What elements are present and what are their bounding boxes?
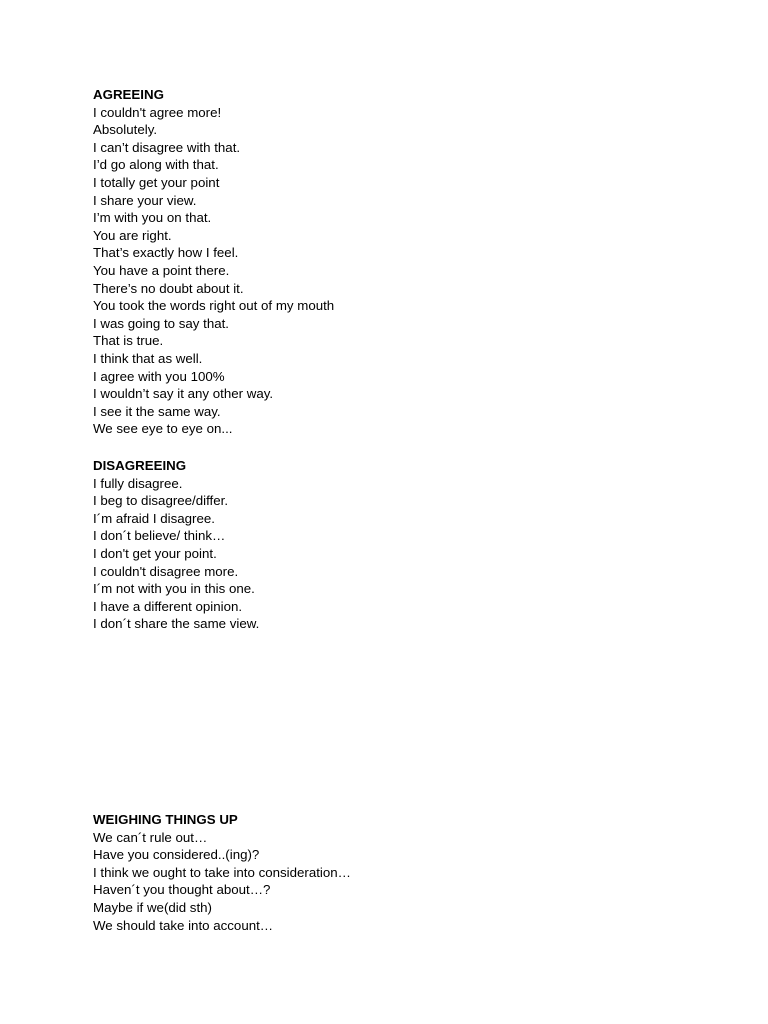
- agreeing-phrase: I’d go along with that.: [93, 157, 219, 173]
- agreeing-phrase: There’s no doubt about it.: [93, 280, 244, 296]
- agreeing-phrase: That is true.: [93, 333, 164, 349]
- disagreeing-phrase: I don't get your point.: [93, 545, 217, 561]
- agreeing-phrase: I agree with you 100%: [93, 368, 225, 384]
- agreeing-phrase: I wouldn’t say it any other way.: [93, 386, 274, 402]
- disagreeing-phrase: I fully disagree.: [93, 475, 183, 491]
- agreeing-heading: AGREEING: [93, 87, 164, 102]
- agreeing-phrase: You are right.: [93, 227, 172, 243]
- disagreeing-phrase: I beg to disagree/differ.: [93, 493, 229, 509]
- disagreeing-heading: DISAGREEING: [93, 458, 187, 473]
- agreeing-phrase: I totally get your point: [93, 174, 220, 190]
- agreeing-phrase: I see it the same way.: [93, 403, 221, 419]
- disagreeing-phrase: I have a different opinion.: [93, 598, 243, 614]
- agreeing-phrase: You took the words right out of my mouth: [93, 298, 335, 314]
- weighing-phrase: Have you considered..(ing)?: [93, 847, 260, 863]
- weighing-phrase: Haven´t you thought about…?: [93, 882, 271, 898]
- weighing-phrase: We should take into account…: [93, 917, 274, 933]
- weighing-phrase: I think we ought to take into consideration…: [93, 864, 351, 880]
- disagreeing-phrase: I´m afraid I disagree.: [93, 510, 215, 526]
- disagreeing-phrase: I don´t believe/ think…: [93, 528, 226, 544]
- weighing-section: [93, 811, 693, 934]
- weighing-heading: WEIGHING THINGS UP: [93, 812, 238, 827]
- disagreeing-section: [93, 457, 693, 633]
- agreeing-phrase: I can’t disagree with that.: [93, 139, 241, 155]
- disagreeing-phrase: I´m not with you in this one.: [93, 581, 255, 597]
- agreeing-phrase: I think that as well.: [93, 350, 203, 366]
- agreeing-phrase: I couldn't agree more!: [93, 104, 222, 120]
- disagreeing-phrase: I don´t share the same view.: [93, 616, 260, 632]
- agreeing-phrase: I was going to say that.: [93, 315, 230, 331]
- agreeing-phrase: Absolutely.: [93, 122, 158, 138]
- agreeing-phrase: I share your view.: [93, 192, 197, 208]
- agreeing-phrase: You have a point there.: [93, 262, 230, 278]
- agreeing-phrase: That’s exactly how I feel.: [93, 245, 239, 261]
- weighing-phrase: Maybe if we(did sth): [93, 899, 212, 915]
- weighing-phrase-list: [93, 829, 693, 935]
- agreeing-phrase-list: [93, 104, 693, 438]
- agreeing-phrase: I’m with you on that.: [93, 210, 212, 226]
- agreeing-phrase: We see eye to eye on...: [93, 421, 233, 437]
- disagreeing-phrase-list: [93, 475, 693, 633]
- disagreeing-phrase: I couldn't disagree more.: [93, 563, 239, 579]
- agreeing-section: [93, 86, 693, 438]
- weighing-phrase: We can´t rule out…: [93, 829, 208, 845]
